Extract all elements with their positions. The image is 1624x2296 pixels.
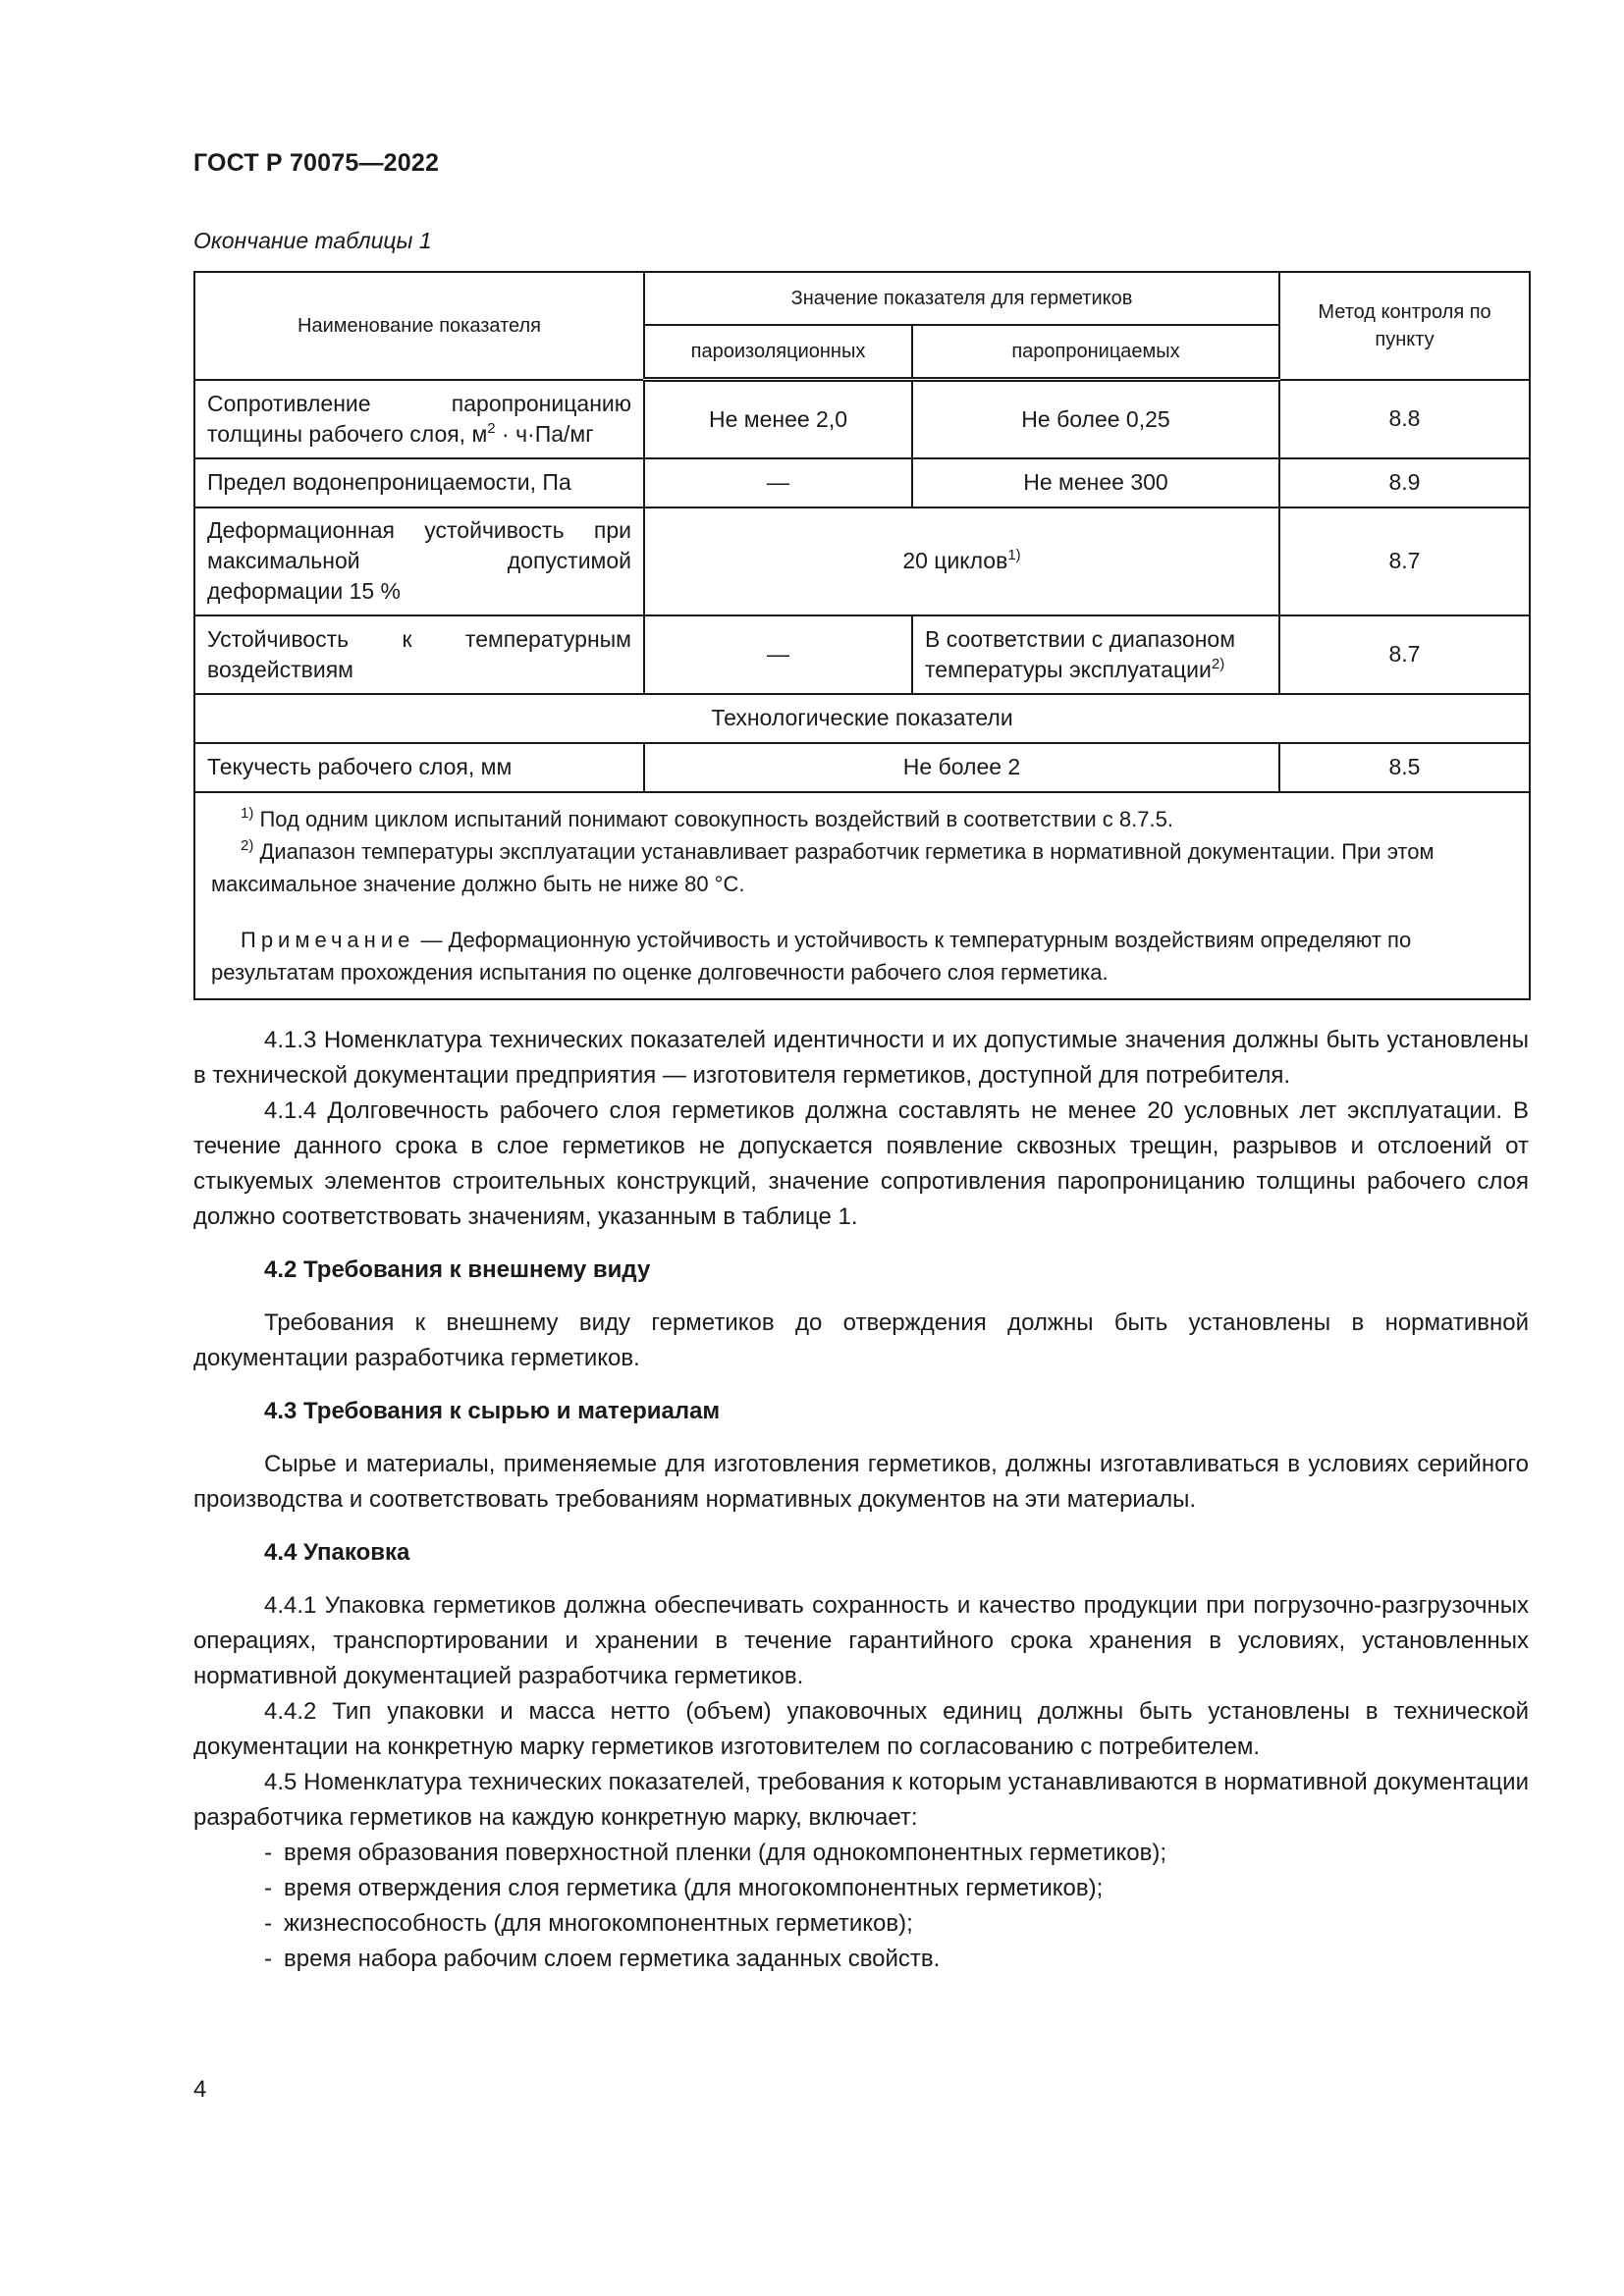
table-note bbox=[211, 924, 1513, 988]
paragraph-4-1-3: 4.1.3 Номенклатура технических показателей идентичности и их допустимые значения должны быть установлены в технической документации предприятия — изготовителя герметиков, доступной для потребителя. bbox=[193, 1027, 1529, 1089]
heading-4-2: 4.2 Требования к внешнему виду bbox=[264, 1256, 651, 1283]
specification-table bbox=[193, 271, 1531, 1000]
row-vapor-permeable: Не менее 300 bbox=[912, 458, 1279, 507]
row-vapor-barrier: — bbox=[644, 615, 912, 694]
paragraph-4-4-2: 4.4.2 Тип упаковки и масса нетто (объем) упаковочных единиц должны быть установлены в технической документации на конкретную марку герметиков изготовителем по согласованию с потребителем. bbox=[193, 1698, 1529, 1760]
notes-row bbox=[194, 792, 1530, 999]
row-vapor-permeable: В соответствии с диапазоном температуры эксплуатации$^{2)}$ bbox=[912, 615, 1279, 694]
row-method: 8.9 bbox=[1279, 458, 1530, 507]
list-item: - время набора рабочим слоем герметика заданных свойств. bbox=[264, 1946, 941, 1972]
row-method: 8.8 bbox=[1279, 380, 1530, 458]
paragraph-4-4-1: 4.4.1 Упаковка герметиков должна обеспечивать сохранность и качество продукции при погрузочно-разгрузочных операциях, транспортировании и хранении в течение гарантийного срока хранения в условиях, установленных нормативной документацией разработчика герметиков. bbox=[193, 1592, 1529, 1689]
heading-4-4: 4.4 Упаковка bbox=[264, 1539, 410, 1566]
row-method: 8.7 bbox=[1279, 507, 1530, 615]
paragraph-4-3: Сырье и материалы, применяемые для изготовления герметиков, должны изготавливаться в условиях серийного производства и соответствовать требованиям нормативных документов на эти материалы. bbox=[193, 1451, 1529, 1513]
table-header-row bbox=[194, 272, 1530, 325]
row-vapor-barrier: — bbox=[644, 458, 912, 507]
footnote-2: $^{2)}$ Диапазон температуры эксплуатации устанавливает разработчик герметика в нормативной документации. При этом максимальное значение должно быть не ниже 80 °С. bbox=[211, 836, 1435, 896]
row-vapor-permeable: Не более 0,25 bbox=[912, 380, 1279, 458]
table-row bbox=[194, 380, 1530, 458]
document-body bbox=[193, 1023, 1529, 1977]
row-name: Устойчивость к температурным воздействиям bbox=[194, 615, 644, 694]
row-vapor-barrier: Не менее 2,0 bbox=[644, 380, 912, 458]
row-name: Предел водонепроницаемости, Па bbox=[194, 458, 644, 507]
document-code: ГОСТ Р 70075—2022 bbox=[193, 149, 440, 177]
list-item: - время образования поверхностной пленки (для однокомпонентных герметиков); bbox=[264, 1840, 1167, 1866]
paragraph-4-5: 4.5 Номенклатура технических показателей, требования к которым устанавливаются в нормативной документации разработчика герметиков на каждую конкретную марку, включает: bbox=[193, 1769, 1529, 1831]
heading-4-3: 4.3 Требования к сырью и материалам bbox=[264, 1398, 721, 1424]
row-method: 8.5 bbox=[1279, 743, 1530, 792]
header-vapor-permeable: паропроницаемых bbox=[912, 325, 1279, 380]
table-row bbox=[194, 507, 1530, 615]
row-name: Текучесть рабочего слоя, мм bbox=[194, 743, 644, 792]
header-name: Наименование показателя bbox=[194, 272, 644, 380]
header-method: Метод контроля по пункту bbox=[1279, 272, 1530, 380]
row-merged-value: Не более 2 bbox=[644, 743, 1279, 792]
table-row bbox=[194, 743, 1530, 792]
table-row bbox=[194, 615, 1530, 694]
table-notes bbox=[194, 792, 1530, 999]
list-item: - время отверждения слоя герметика (для многокомпонентных герметиков); bbox=[264, 1875, 1104, 1901]
page-number: 4 bbox=[193, 2076, 207, 2103]
section-row bbox=[194, 694, 1530, 743]
row-name: Сопротивление паропроницанию толщины рабочего слоя, $м^2 \cdot ч\cdot Па/мг$ bbox=[194, 380, 644, 458]
table-caption: Окончание таблицы 1 bbox=[193, 228, 432, 253]
note-label: Примечание bbox=[241, 927, 415, 952]
section-title: Технологические показатели bbox=[194, 694, 1530, 743]
list-item: - жизнеспособность (для многокомпонентных герметиков); bbox=[264, 1910, 913, 1937]
table-row bbox=[194, 458, 1530, 507]
header-value-group: Значение показателя для герметиков bbox=[644, 272, 1279, 325]
note-text: — Деформационную устойчивость и устойчивость к температурным воздействиям определяют по результатам прохождения испытания по оценке долговечности рабочего слоя герметика. bbox=[211, 927, 1412, 985]
paragraph-4-1-4: 4.1.4 Долговечность рабочего слоя герметиков должна составлять не менее 20 условных лет эксплуатации. В течение данного срока в слое герметиков не допускается появление сквозных трещин, разрывов и отслоений от стыкуемых элементов строительных конструкций, значение сопротивления паропроницанию толщины рабочего слоя должно соответствовать значениям, указанным в таблице 1. bbox=[193, 1097, 1529, 1230]
paragraph-4-2: Требования к внешнему виду герметиков до отверждения должны быть установлены в нормативной документации разработчика герметиков. bbox=[193, 1309, 1529, 1371]
header-vapor-barrier: пароизоляционных bbox=[644, 325, 912, 380]
row-name: Деформационная устойчивость при максимальной допустимой деформации 15 % bbox=[194, 507, 644, 615]
footnote-1: $^{1)}$ Под одним циклом испытаний понимают совокупность воздействий в соответствии с 8.7.5. bbox=[241, 804, 1173, 831]
row-merged-value: 20 циклов$^{1)}$ bbox=[644, 507, 1279, 615]
row-method: 8.7 bbox=[1279, 615, 1530, 694]
